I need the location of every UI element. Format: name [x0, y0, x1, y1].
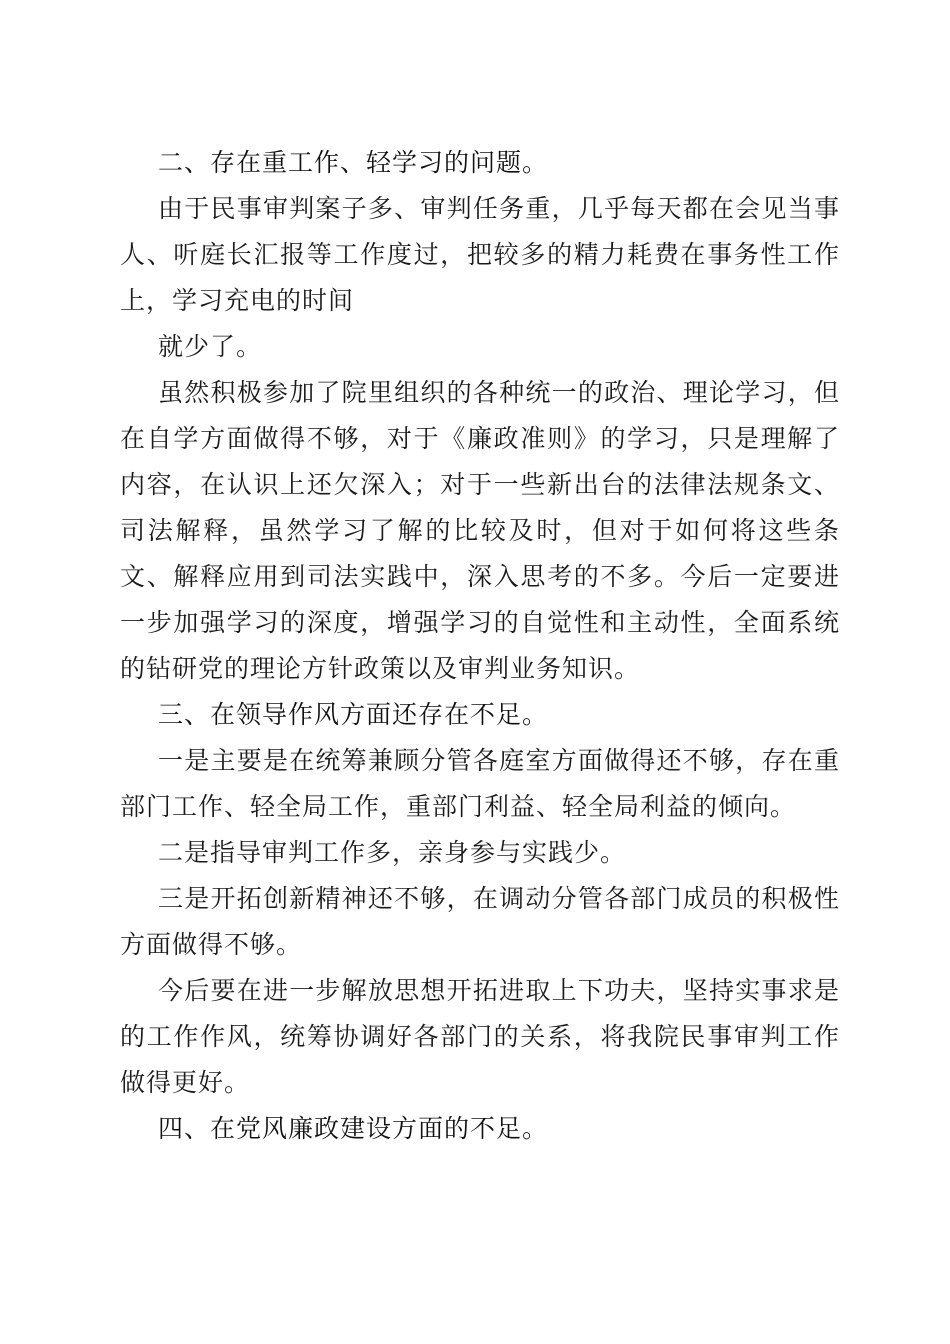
document-body: [120, 140, 840, 1152]
paragraph: 由于民事审判案子多、审判任务重，几乎每天都在会见当事人、听庭长汇报等工作度过，把较多的精力耗费在事务性工作上，学习充电的时间: [120, 194, 840, 315]
paragraph: 今后要在进一步解放思想开拓进取上下功夫，坚持实事求是的工作作风，统筹协调好各部门的关系，将我院民事审判工作做得更好。: [120, 976, 840, 1097]
paragraph: 三是开拓创新精神还不够，在调动分管各部门成员的积极性方面做得不够。: [120, 884, 840, 959]
paragraph: 二是指导审判工作多，亲身参与实践少。: [158, 838, 627, 867]
paragraph: 就少了。: [158, 332, 263, 361]
section-heading-3: 三、在领导作风方面还存在不足。: [158, 700, 549, 729]
paragraph: 虽然积极参加了院里组织的各种统一的政治、理论学习，但在自学方面做得不够，对于《廉政准则》的学习，只是理解了内容，在认识上还欠深入；对于一些新出台的法律法规条文、司法解释，虽然学习了解的比较及时，但对于如何将这些条文、解释应用到司法实践中，深入思考的不多。今后一定要进一步加强学习的深度，增强学习的自觉性和主动性，全面系统的钻研党的理论方针政策以及审判业务知识。: [120, 378, 840, 683]
section-heading-4: 四、在党风廉政建设方面的不足。: [158, 1114, 549, 1143]
section-heading-2: 二、存在重工作、轻学习的问题。: [158, 148, 549, 177]
paragraph: 一是主要是在统筹兼顾分管各庭室方面做得还不够，存在重部门工作、轻全局工作，重部门利益、轻全局利益的倾向。: [120, 746, 840, 821]
